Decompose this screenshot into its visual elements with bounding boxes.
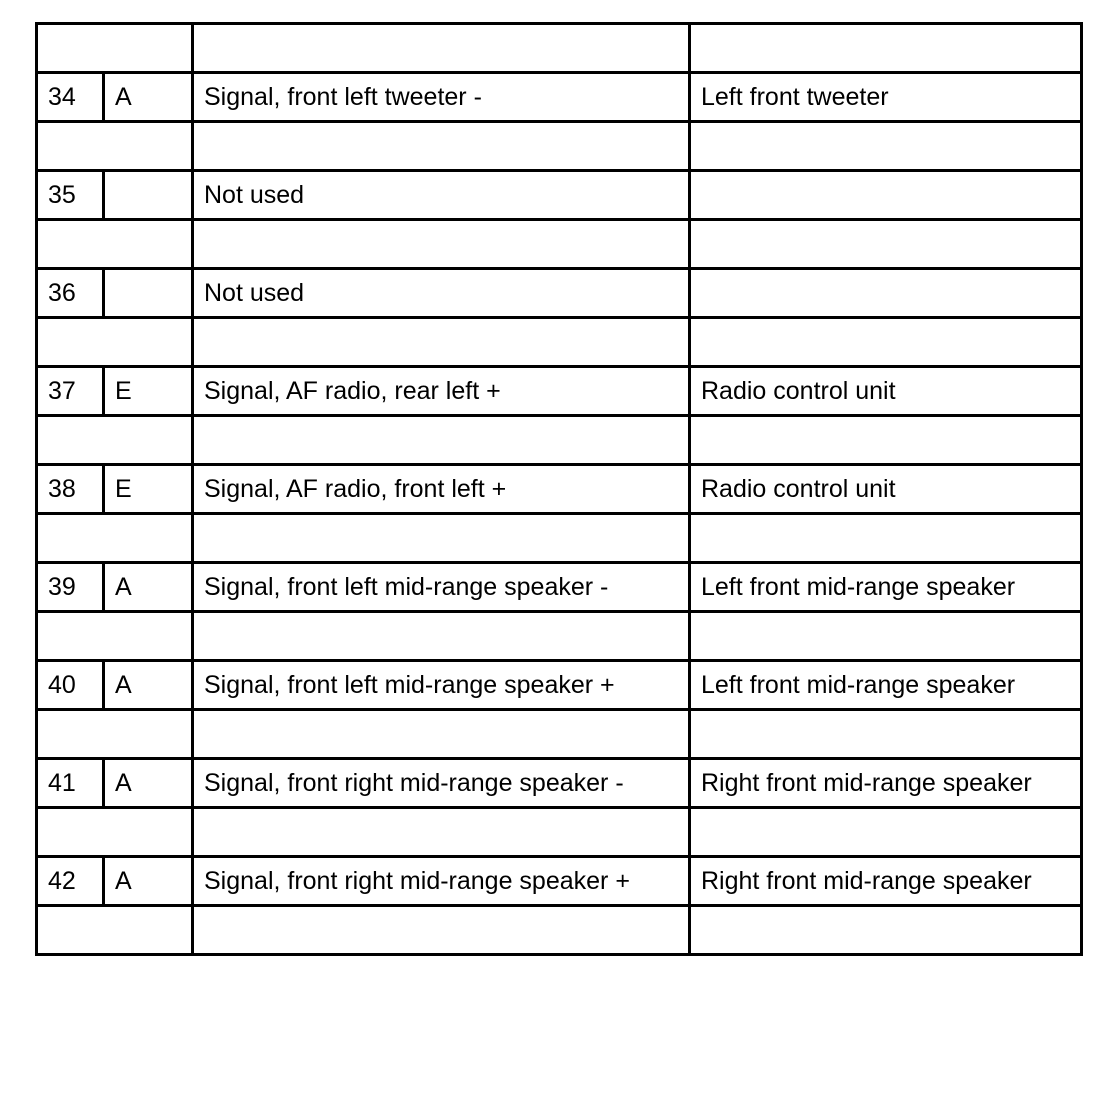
pin-code: A: [104, 563, 193, 612]
pin-code: A: [104, 857, 193, 906]
signal-description: Signal, front left mid-range speaker +: [193, 661, 690, 710]
spacer-row: [37, 808, 1082, 857]
signal-description: Signal, front right mid-range speaker +: [193, 857, 690, 906]
spacer-row: [37, 220, 1082, 269]
spacer-cell: [193, 612, 690, 661]
component-name: Left front tweeter: [690, 73, 1082, 122]
spacer-cell: [37, 612, 193, 661]
spacer-cell: [193, 318, 690, 367]
table-row: [37, 661, 1082, 710]
pin-number: 41: [37, 759, 104, 808]
spacer-cell: [37, 318, 193, 367]
signal-description: Signal, front right mid-range speaker -: [193, 759, 690, 808]
pin-number: 36: [37, 269, 104, 318]
pin-number: 37: [37, 367, 104, 416]
spacer-cell: [37, 416, 193, 465]
pin-code: A: [104, 73, 193, 122]
spacer-cell: [193, 514, 690, 563]
table-row: [37, 563, 1082, 612]
spacer-cell: [690, 416, 1082, 465]
spacer-row: [37, 122, 1082, 171]
pin-code: [104, 269, 193, 318]
spacer-cell: [37, 906, 193, 955]
signal-description: Signal, front left tweeter -: [193, 73, 690, 122]
component-name: [690, 269, 1082, 318]
pin-code: E: [104, 465, 193, 514]
pin-number: 35: [37, 171, 104, 220]
table-row: [37, 171, 1082, 220]
spacer-cell: [690, 318, 1082, 367]
component-name: Radio control unit: [690, 465, 1082, 514]
spacer-cell: [193, 24, 690, 73]
table-row: [37, 73, 1082, 122]
pin-code: A: [104, 661, 193, 710]
signal-description: Not used: [193, 269, 690, 318]
pin-assignment-table: [35, 22, 1083, 956]
spacer-row: [37, 514, 1082, 563]
component-name: Right front mid-range speaker: [690, 857, 1082, 906]
spacer-row: [37, 710, 1082, 759]
spacer-cell: [690, 808, 1082, 857]
spacer-cell: [193, 416, 690, 465]
spacer-row: [37, 906, 1082, 955]
spacer-cell: [690, 906, 1082, 955]
spacer-row: [37, 416, 1082, 465]
spacer-cell: [690, 24, 1082, 73]
signal-description: Not used: [193, 171, 690, 220]
spacer-cell: [37, 122, 193, 171]
spacer-row: [37, 318, 1082, 367]
spacer-cell: [37, 808, 193, 857]
table-row: [37, 269, 1082, 318]
signal-description: Signal, AF radio, front left +: [193, 465, 690, 514]
spacer-cell: [193, 808, 690, 857]
pin-code: A: [104, 759, 193, 808]
spacer-cell: [690, 220, 1082, 269]
spacer-cell: [690, 612, 1082, 661]
table-row: [37, 367, 1082, 416]
component-name: Left front mid-range speaker: [690, 563, 1082, 612]
table-row: [37, 465, 1082, 514]
spacer-row: [37, 612, 1082, 661]
table-row: [37, 759, 1082, 808]
spacer-cell: [193, 906, 690, 955]
spacer-cell: [690, 710, 1082, 759]
spacer-cell: [37, 710, 193, 759]
component-name: Left front mid-range speaker: [690, 661, 1082, 710]
component-name: Right front mid-range speaker: [690, 759, 1082, 808]
pin-number: 42: [37, 857, 104, 906]
pin-code: [104, 171, 193, 220]
spacer-cell: [37, 220, 193, 269]
spacer-row: [37, 24, 1082, 73]
pin-number: 34: [37, 73, 104, 122]
spacer-cell: [193, 122, 690, 171]
spacer-cell: [37, 514, 193, 563]
spacer-cell: [37, 24, 193, 73]
spacer-cell: [193, 220, 690, 269]
spacer-cell: [690, 514, 1082, 563]
pin-number: 40: [37, 661, 104, 710]
component-name: Radio control unit: [690, 367, 1082, 416]
spacer-cell: [690, 122, 1082, 171]
spacer-cell: [193, 710, 690, 759]
component-name: [690, 171, 1082, 220]
signal-description: Signal, front left mid-range speaker -: [193, 563, 690, 612]
pin-code: E: [104, 367, 193, 416]
pin-number: 39: [37, 563, 104, 612]
signal-description: Signal, AF radio, rear left +: [193, 367, 690, 416]
table-row: [37, 857, 1082, 906]
pin-number: 38: [37, 465, 104, 514]
